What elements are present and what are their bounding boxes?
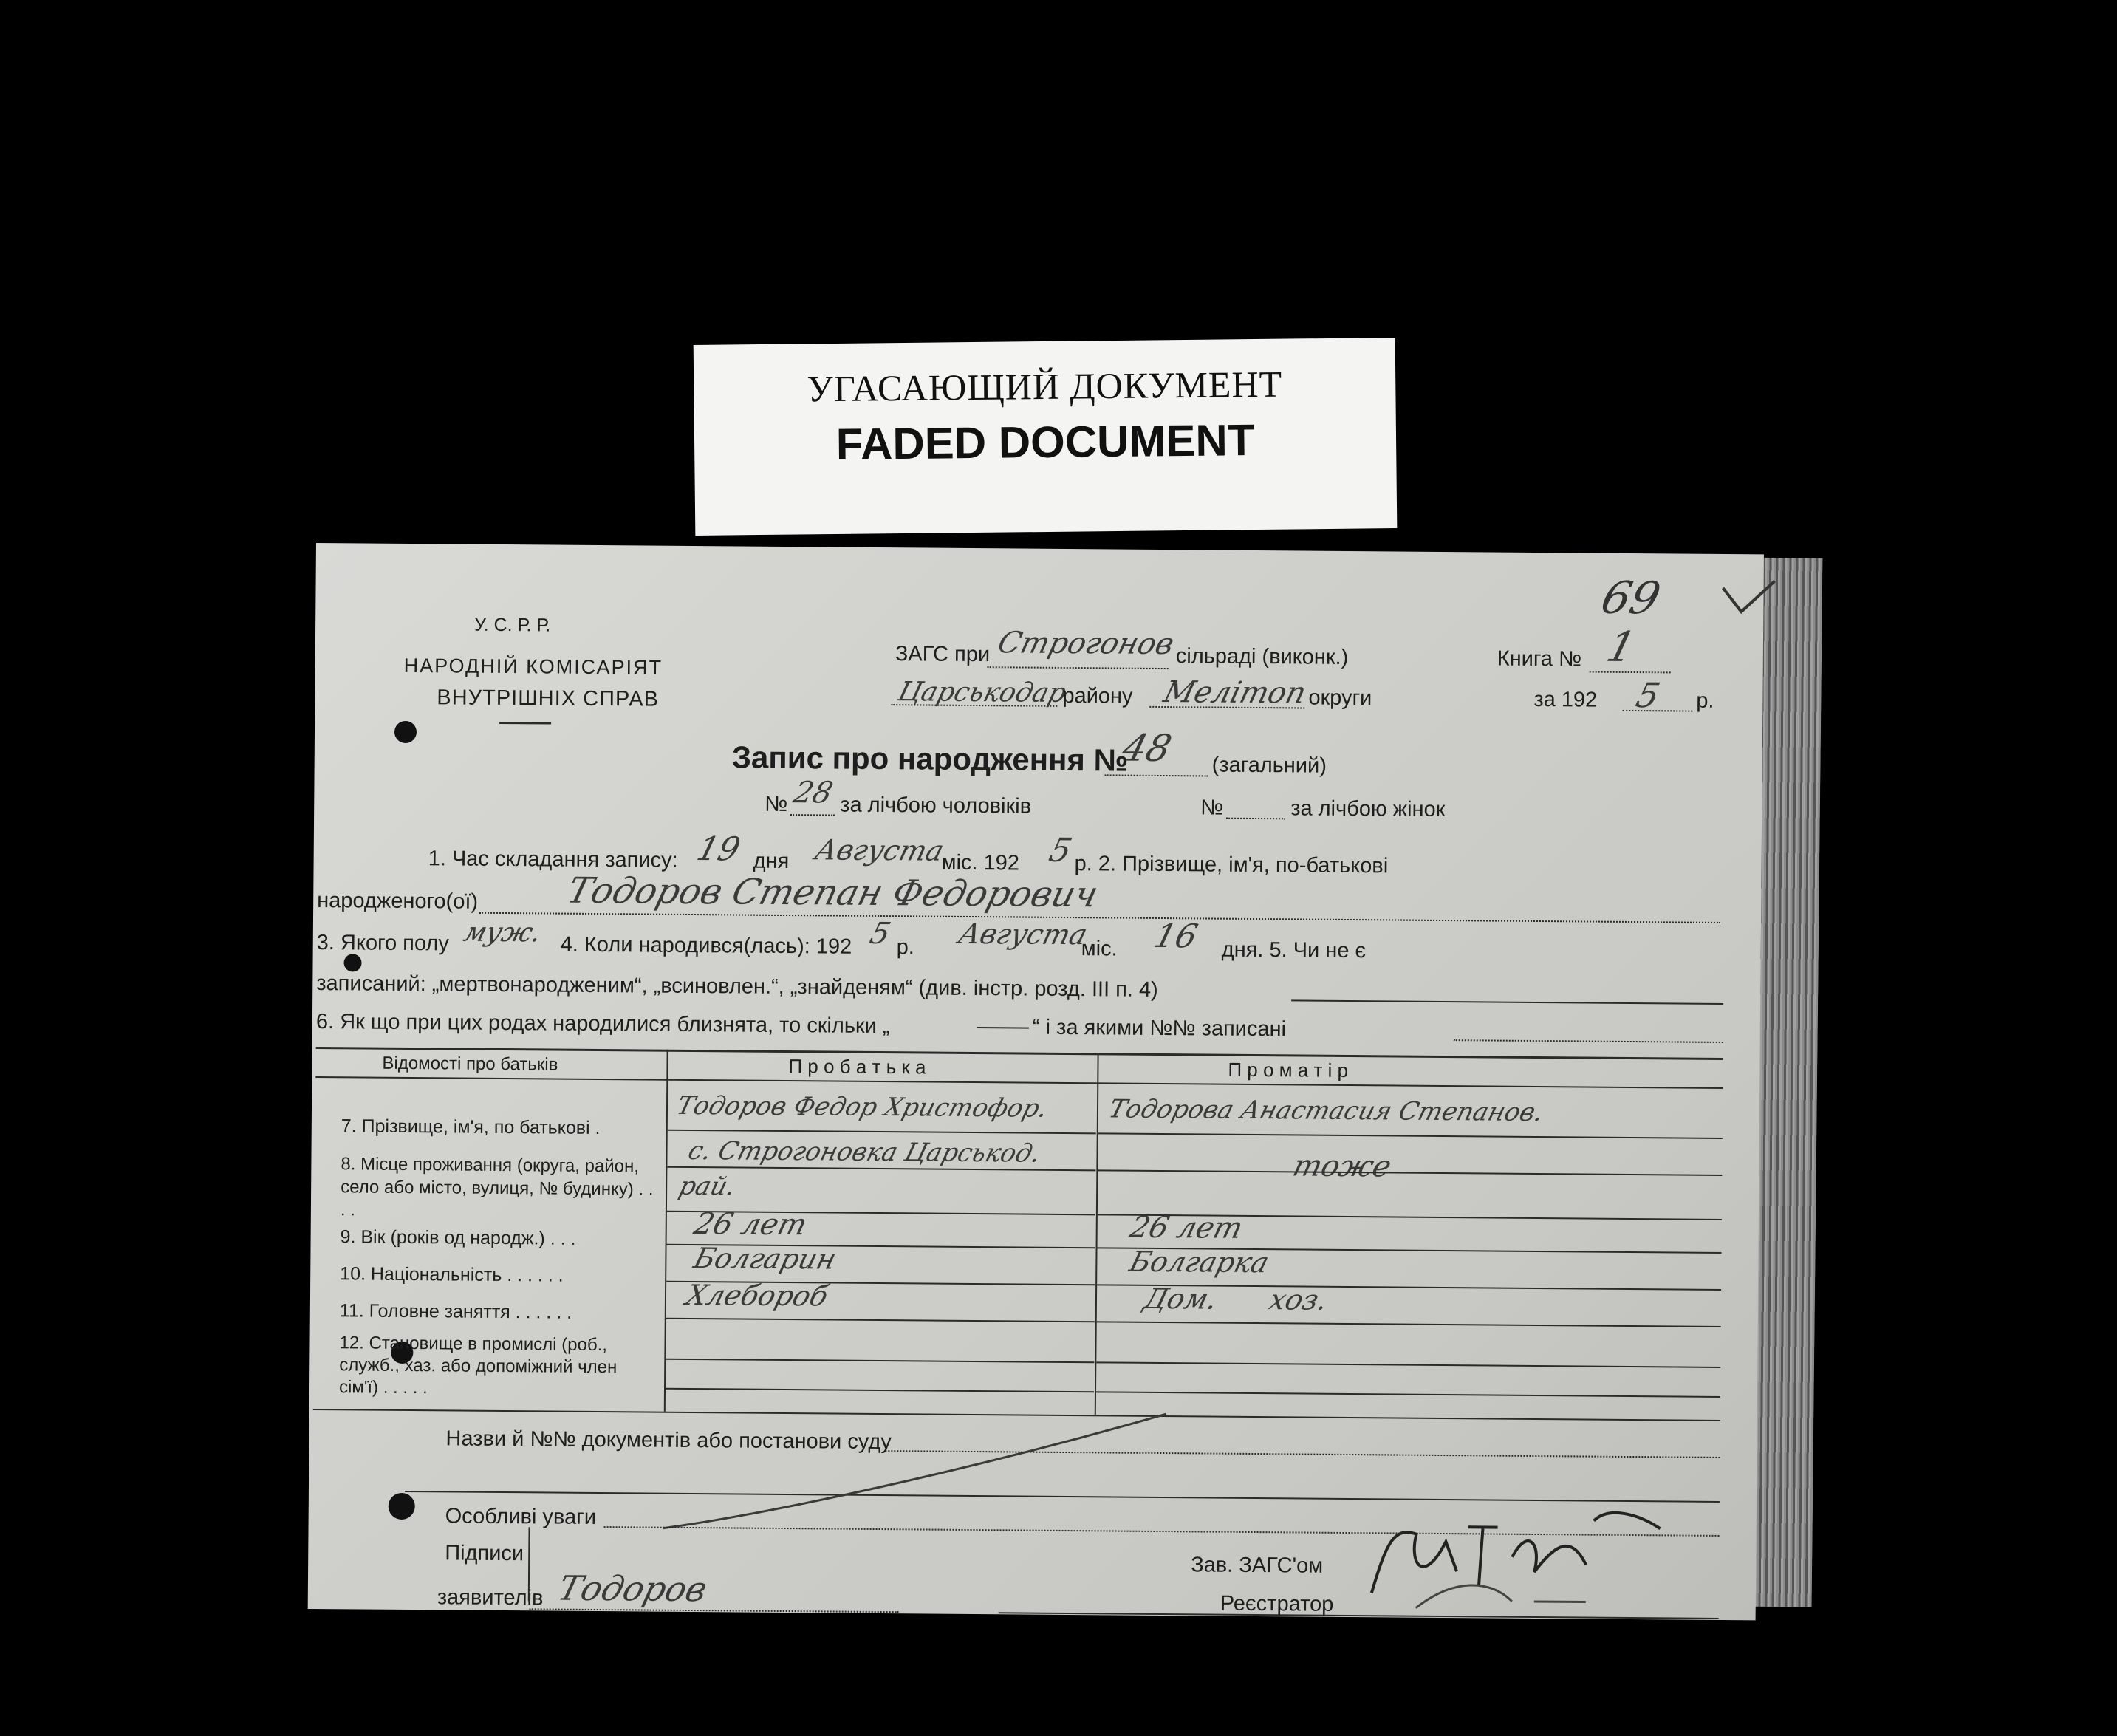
item-4-year-suffix: р. — [896, 935, 915, 960]
row-12-line — [1096, 1361, 1720, 1368]
item-4-label: 4. Коли народився(лась): 192 — [560, 932, 852, 959]
men-count-label: за лічбою чоловіків — [840, 793, 1032, 819]
item-6-dash — [977, 1027, 1029, 1029]
row-10-father: Болгарин — [690, 1242, 840, 1276]
item-4-day: 16 — [1150, 917, 1202, 956]
registrar-label: Реєстратор — [1220, 1591, 1334, 1616]
item-3-value: муж. — [460, 917, 545, 949]
item-1-month-label: міс. 192 — [941, 850, 1020, 875]
row-7-label: 7. Прізвище, ім'я, по батькові . — [341, 1115, 601, 1139]
label-russian: УГАСАЮЩИЙ ДОКУМЕНТ — [807, 363, 1283, 410]
item-5-underline — [1291, 999, 1723, 1005]
table-header-border — [315, 1076, 1723, 1089]
row-9-label: 9. Вік (років од народж.) . . . — [340, 1226, 576, 1249]
zags-village-value: Строгонов — [994, 626, 1178, 662]
zags-prefix: ЗАГС при — [895, 642, 991, 667]
notes-label: Особливі уваги — [445, 1504, 597, 1530]
ussr-header: У. С. Р. Р. — [474, 614, 551, 636]
row-12-line — [666, 1388, 1094, 1393]
row-9-mother: 26 лет — [1126, 1210, 1247, 1245]
year-prefix: за 192 — [1533, 687, 1598, 712]
item-5-text: записаний: „мертвонародженим“, „всиновлен.“, „знайденям“ (див. інстр. розд. III п. 4) — [316, 971, 1158, 1002]
signatures-label-2: заявителів — [437, 1585, 544, 1610]
row-8-line — [1098, 1169, 1722, 1176]
item-4-year: 5 — [866, 916, 895, 951]
label-english: FADED DOCUMENT — [835, 415, 1255, 469]
row-11-line — [666, 1318, 1095, 1323]
row-8-father: с. Строгоновка Царськод. рай. — [676, 1136, 1044, 1202]
check-mark-icon — [1719, 575, 1778, 620]
men-count-value: 28 — [790, 776, 837, 810]
row-10-mother: Болгарка — [1126, 1245, 1273, 1279]
faded-document-label — [694, 338, 1398, 536]
table-col-divider — [1095, 1053, 1099, 1415]
row-7-line — [1098, 1132, 1723, 1139]
record-number-value: 48 — [1118, 726, 1176, 770]
item-1-day: 19 — [693, 830, 745, 869]
item-2-label-b: народженого(ої) — [317, 889, 479, 914]
item-6-text: 6. Як що при цих родах народилися близнята, то скільки „ — [315, 1010, 890, 1039]
zags-suffix: сільраді (виконк.) — [1175, 644, 1349, 669]
row-11-father: Хлебороб — [683, 1279, 832, 1313]
book-label: Книга № — [1497, 646, 1582, 671]
row-8-mother: тоже — [1289, 1149, 1395, 1184]
birth-record-card — [308, 543, 1764, 1620]
zags-head-signature — [1364, 1497, 1675, 1617]
women-count-underline — [1226, 818, 1285, 820]
men-count-underline — [790, 814, 835, 816]
item-3-label: 3. Якого полу — [316, 931, 449, 956]
item-1-label: 1. Час складання запису: — [428, 847, 678, 872]
row-12-line — [666, 1359, 1094, 1364]
punch-hole — [394, 721, 417, 743]
punch-hole — [389, 1493, 415, 1520]
district-value: Царськодар — [895, 677, 1070, 708]
item-4-month: Августа — [955, 917, 1091, 951]
item-4-month-label: міс. — [1081, 937, 1118, 961]
year-suffix: р. — [1696, 688, 1714, 713]
row-11-line — [1097, 1321, 1721, 1327]
record-general-label: (загальний) — [1211, 753, 1327, 778]
okrug-value: Мелітоп — [1160, 675, 1310, 711]
row-12-label: 12. Становище в промислі (роб., служб., хаз. або допоміжний член сім'ї) . . . . . — [338, 1333, 618, 1398]
commissariat-line-2: ВНУТРІШНІХ СПРАВ — [437, 686, 660, 711]
men-count-prefix: № — [765, 792, 788, 817]
table-col-divider — [664, 1050, 668, 1412]
item-2-label-a: р. 2. Прізвище, ім'я, по-батькові — [1074, 852, 1389, 878]
header-divider — [499, 722, 551, 725]
district-label: району — [1062, 683, 1133, 708]
commissariat-line-1: НАРОДНІЙ КОМІСАРІЯТ — [403, 654, 663, 679]
row-8-label: 8. Місце проживання (округа, район, село або місто, вулиця, № будинку) . . . . — [340, 1154, 654, 1220]
okrug-label: округи — [1308, 686, 1372, 711]
row-7-mother: Тодорова Анастасия Степанов. — [1105, 1094, 1547, 1128]
strike-through-scribble — [655, 1403, 1173, 1539]
zags-head-label: Зав. ЗАГС'ом — [1191, 1553, 1324, 1578]
women-count-prefix: № — [1200, 796, 1224, 820]
documents-label: Назви й №№ документів або постанови суду — [445, 1426, 892, 1455]
row-10-label: 10. Національність . . . . . . — [340, 1263, 564, 1286]
women-count-label: за лічбою жінок — [1290, 796, 1446, 822]
item-1-day-label: дня — [753, 849, 790, 874]
applicant-signature: Тодоров — [553, 1568, 711, 1610]
record-title: Запис про народження № — [731, 739, 1129, 778]
signatures-label-1: Підписи — [445, 1541, 524, 1566]
item-5-label: дня. 5. Чи не є — [1221, 937, 1367, 963]
book-number-value: 1 — [1601, 623, 1641, 671]
year-value: 5 — [1632, 675, 1664, 716]
table-header-mother: П р о м а т і р — [1228, 1058, 1349, 1081]
item-6-underline — [1454, 1039, 1723, 1043]
applicant-underline — [530, 1608, 899, 1613]
item-1-year: 5 — [1045, 831, 1076, 869]
row-7-father: Тодоров Федор Христофор. — [673, 1090, 1051, 1124]
row-12-line — [1096, 1391, 1720, 1398]
item-2-underline — [479, 912, 1720, 923]
zags-underline — [988, 666, 1169, 669]
row-11-label: 11. Головне заняття . . . . . . — [339, 1300, 572, 1323]
row-9-father: 26 лет — [690, 1207, 811, 1243]
item-6-end: “ і за якими №№ записані — [1032, 1015, 1287, 1042]
row-11-mother: Дом. хоз. — [1140, 1282, 1332, 1316]
page-number: 69 — [1596, 572, 1666, 625]
punch-hole — [343, 954, 361, 971]
item-2-value: Тодоров Степан Федорович — [563, 869, 1103, 916]
item-1-month: Августа — [812, 833, 948, 867]
table-header-father: П р о б а т ь к а — [788, 1055, 926, 1079]
book-underline — [1590, 671, 1671, 674]
table-header-parents: Відомості про батьків — [382, 1053, 558, 1075]
